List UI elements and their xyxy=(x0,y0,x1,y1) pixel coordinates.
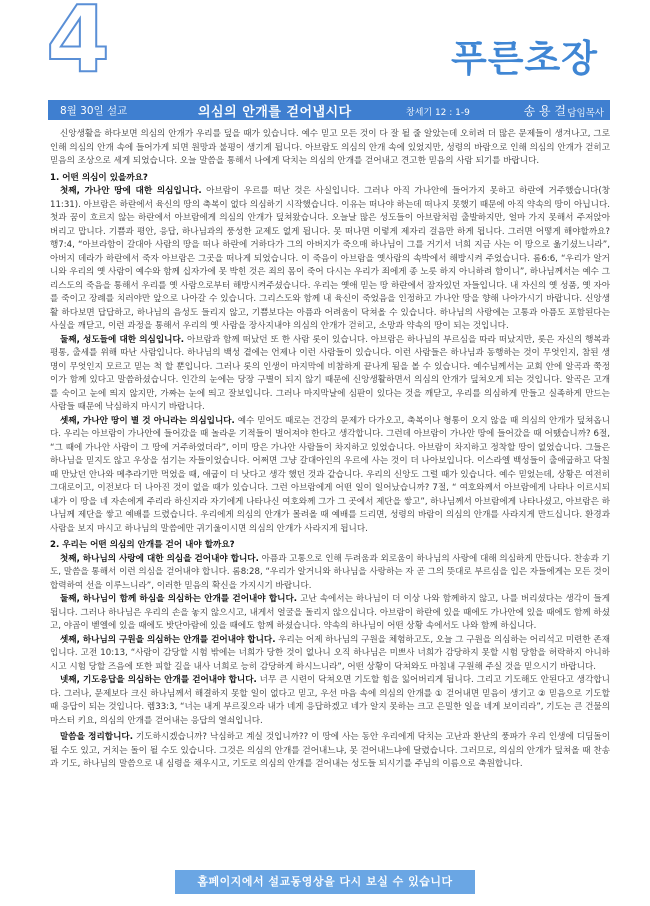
preacher-name: 송 용 걸 xyxy=(523,104,566,118)
closing-paragraph xyxy=(50,731,610,772)
sermon-date: 8월 30일 설교 xyxy=(60,105,128,117)
paragraph xyxy=(50,415,610,537)
paragraph-text: 너무 큰 시련이 닥쳐오면 기도할 힘을 잃어버리게 됩니다. 그리고 기도해도 안된다고 생각합니다. 그러나, 문제보다 크신 하나님께서 해결하지 못할 일이 없다고 믿고, 우선 마음 속에 의심의 안개를 ① 걷어내면 믿음이 생기고 ② 믿음으로 기도할 때 응답이 되는 것입니다. 렘33:3, “너는 내게 부르짖으라 내가 네게 응답하겠고 네가 알지 못하는 크고 은밀한 일을 네게 보이리라”, 기도는 큰 건물의 마스터 키요, 의심의 안개를 걷어내는 응답의 열쇠입니다. xyxy=(50,675,610,726)
sermon-body xyxy=(50,128,610,772)
section-heading-2: 2. 우리는 어떤 의심의 안개를 걷어 내야 할까요? xyxy=(50,540,235,550)
paragraph-lead: 둘째, 성도들에 대한 의심입니다. xyxy=(60,334,185,345)
paragraph-text: 우리는 어제 하나님의 구원을 체험하고도, 오늘 그 구원을 의심하는 어리석고 미련한 존재입니다. 고전 10:13, “사람이 감당할 시험 밖에는 너희가 당한 것이 없나니 오직 하나님은 미쁘사 너희가 감당하지 못할 시험 당함을 허락하지 아니하시고 시험 당할 즈음에 또한 피할 길을 내사 너희로 능히 감당하게 하시느니라”, 어떤 상황이 닥쳐와도 마침내 구원해 주실 것을 믿으시기 바랍니다. xyxy=(50,634,611,672)
paragraph-lead: 셋째, 하나님의 구원을 의심하는 안개를 걷어내야 합니다. xyxy=(60,634,276,645)
issue-number: 4 xyxy=(46,0,111,93)
paragraph xyxy=(50,334,610,415)
paragraph-text: 예수 믿어도 때로는 건강의 문제가 다가오고, 축복이나 형통이 오지 않을 때 의심의 안개가 덮쳐옵니다. 우리는 아브람이 가나안에 들어갔을 때 놀라운 기적들이 벌어져야 한다고 생각합니다. 그런데 아브람이 가나안 땅에 들어갔을 때 어땠습니까? 6절, “그 때에 가나안 사람이 그 땅에 거주하였더라”, 이미 땅은 가나안 사람들이 차지하고 있었습니다. 아브람이 차지하고 정착할 땅이 없었습니다. 그들은 하나님을 믿지도 않고 우상을 섬기는 자들이었습니다. 어쩌면 그냥 갈대아인의 우르에 사는 것이 더 나아보입니다. 이스라엘 백성들이 출애굽하고 닥칠 때 만났던 안나와 메추라기만 먹었을 때, 애굽이 더 낫다고 생각 했던 것과 같습니다. 우리의 신앙도 그럴 때가 있습니다. 예수 믿었는데, 상황은 여전히 그대로이고, 이전보다 더 나아진 것이 없을 때가 있습니다. 그런 아브람에게 어떤 일이 일어났습니까? 7절, “ 여호와께서 아브람에게 나타나 이르시되 내가 이 땅을 네 자손에게 주리라 하신지라 자기에게 나타나신 여호와께 그가 그 곳에서 제단을 쌓고”, 하나님께서 아브람에게 나타나셨고, 아브람은 하나님께 제단을 쌓고 예배를 드렸습니다. 우리에게 의심의 안개가 몰려올 때 예배를 드리면, 성령의 바람이 의심의 안개를 사라지게 만드십니다. 환경과 사람을 보지 마시고 하나님의 말씀에만 귀기울이시면 의심의 안개가 사라지게 됩니다. xyxy=(50,415,610,534)
paragraph-lead: 셋째, 가나안 땅이 별 것 아니라는 의심입니다. xyxy=(60,415,235,426)
paragraph-text: 기도하시겠습니까? 낙심하고 계실 것입니까?? 이 땅에 사는 동안 우리에게 닥치는 고난과 환난의 풍파가 우리 인생에 디딤돌이 될 수도 있고, 거치는 돌이 될 수도 있습니다. 그것은 의심의 안개를 걷어내느냐, 못 걷어내느냐에 달렸습니다. 그러므로, 의심의 안개가 덮쳐올 때 찬송과 기도, 하나님의 말씀으로 내 심령을 채우시고, 기도로 의심의 안개를 걷어내는 성도들 되시기를 주님의 이름으로 축원합니다. xyxy=(50,732,610,769)
video-notice-banner: 홈페이지에서 설교동영상을 다시 보실 수 있습니다 xyxy=(175,870,475,894)
sermon-title: 의심의 안개를 걷어냅시다 xyxy=(198,105,352,120)
paragraph-text: 아픔과 고통으로 인해 두려움과 외로움이 하나님의 사랑에 대해 의심하게 만듭니다. 찬송과 기도, 말씀을 통해서 이런 의심을 걷어내야 합니다. 롬8:28, “우리가 알거니와 하나님을 사랑하는 자 곧 그의 뜻대로 부르심을 입은 자들에게는 모든 것이 합력하여 선을 이루느니라”, 이러한 믿음의 확신을 가지시기 바랍니다. xyxy=(50,553,610,591)
section-heading-1: 1. 어떤 의심이 있을까요? xyxy=(50,172,148,183)
sermon-header-bar xyxy=(48,100,610,120)
paragraph-lead: 첫째, 가나안 땅에 대한 의심입니다. xyxy=(60,186,202,196)
preacher-role: 담임목사 xyxy=(567,108,604,119)
paragraph xyxy=(50,553,610,594)
paragraph xyxy=(50,593,610,634)
paragraph-text: 아브람이 우르를 떠난 것은 사실입니다. 그러나 아직 가나안에 들어가지 못하고 하란에 거주했습니다(창11:31). 아브람은 하란에서 육신의 땅의 축복이 없다 의심하기 시작했습니다. 이유는 떠나야 하는데 떠나지 못했기 때문에 아직 약속의 땅이 아닙니다. 첫과 꿈이 흐르지 않는 하란에서 아브람에게 의심의 안개가 덮쳐왔습니다. 오늘날 많은 성도들이 아브람처럼 출발하지만, 얼마 가지 못해서 주저앉아 버리고 맙니다. 기쁨과 평안, 응답, 하나님과의 풍성한 교제도 없게 됩니다. 못 떠나면 이렇게 제자리 걸음만 하게 됩니다. 그러면 어떻게 해야할까요? 행7:4, “아브라함이 갈대아 사람의 땅을 떠나 하란에 거하다가 그의 아버지가 죽으매 하나님이 그를 거기서 너희 지금 사는 이 땅으로 옮기셨느니라”, 아버지 데라가 하란에서 죽자 아브람은 그곳을 떠나게 되었습니다. 이 죽음이 아브람을 옛사람의 속박에서 해방시켜 주었습니다. 롬6:6, “우리가 알거니와 우리의 옛 사람이 예수와 함께 십자가에 못 박힌 것은 죄의 몸이 죽어 다시는 우리가 죄에게 종 노릇 하지 아니하려 함이니”, 하나님께서는 예수 그리스도의 죽음을 통해서 우리를 옛 사람으로부터 해방시켜주셨습니다. 우리는 옛애 믿는 땅 하란에서 잠자있던 자들입니다. 내 자신의 옛 성품, 옛 자아를 죽이고 장례를 치러야만 앞으로 나아갈 수 있습니다. 그리스도와 함께 내 육신이 죽었음을 인정하고 가나안 땅을 향해 나아가시기 바랍니다. 신앙생활 하다보면 답답하고, 하나님의 음성도 들리지 않고, 기쁨보다는 아픔과 어려움이 닥쳐올 수 있습니다. 하나님의 사랑에는 고통과 아픔도 포함된다는 사실을 깨닫고, 이런 과정을 통해서 우리의 옛 사람을 장사지내야 의심의 안개가 걷히고, 소망과 약속의 땅이 되는 것입니다. xyxy=(50,186,610,331)
paragraph-lead: 넷째, 기도응답을 의심하는 안개를 걷어내야 합니다. xyxy=(60,675,257,685)
paragraph-lead: 둘째, 하나님이 함께 하심을 의심하는 안개를 걷어내야 합니다. xyxy=(60,594,298,604)
paragraph-text: 고난 속에서는 하나님이 더 이상 나와 함께하지 않고, 나를 버리셨다는 생각이 들게 됩니다. 그러나 하나님은 우리의 손을 놓지 않으시고, 내게서 얼굴을 돌리지 않으십니다. 아브람이 하란에 있을 때에도 가나안에 있을 때에도 함께 하셨고, 야곱이 벧엘에 있을 때에도 밧단아람에 있을 때에도 함께 하셨습니다. 약속의 하나님이 어떤 상황 속에서도 나와 함께 하십니다. xyxy=(50,594,610,631)
paragraph xyxy=(50,634,610,675)
paragraph-lead: 말씀을 정리합니다. xyxy=(60,732,133,742)
scripture-reference: 창세기 12 : 1-9 xyxy=(406,108,470,118)
paragraph xyxy=(50,185,610,334)
paragraph xyxy=(50,674,610,728)
intro-paragraph: 신앙생활을 하다보면 의심의 안개가 우리를 덮을 때가 있습니다. 예수 믿고 모든 것이 다 잘 될 줄 알았는데 오히려 더 많은 문제들이 생겨나고, 그로 인해 의심의 안개 속에 들어가게 되면 원망과 불평이 생기게 됩니다. 아브람도 의심의 안개 속에 있었지만, 성령의 바람으로 인해 의심의 안개가 걷히고 믿음의 조상으로 세게 되었습니다. 오늘 말씀을 통해서 나에게 닥치는 의심의 안개를 걷어내고 견고한 믿음의 사람 되기를 바랍니다. xyxy=(50,129,610,166)
paragraph-lead: 첫째, 하나님의 사랑에 대한 의심을 걷어내야 합니다. xyxy=(60,553,259,564)
brand-title: 푸른초장 xyxy=(451,37,598,80)
paragraph-text: 아브람과 함께 떠났던 또 한 사람 롯이 있습니다. 아브람은 하나님의 부르심을 따라 떠났지만, 롯은 자신의 행복과 평통, 출세를 위해 따난 사람입니다. 하나님의 백성 곁에는 언제나 이런 사람들이 있습니다. 이런 사람들은 하나님과 동행하는 것이 무엇인지, 참된 생명이 무엇인지 모르고 믿는 척 할 뿐입니다. 그러나 롯의 인생이 마지막에 비참하게 끝나게 됨을 볼 수 있습니다. 예수님께서는 교회 안에 알곡과 쭉정이가 함께 있다고 말씀하셨습니다. 인간의 눈에는 당장 구별이 되지 않기 때문에 신앙생활하면서 의심의 안개가 덮쳐오게 되는 것입니다. 알곡은 고개를 숙이고 눈에 띄지 않지만, 가짜는 눈에 띄고 잘보입니다. 그러나 마지막날에 심판이 있다는 것을 깨닫고, 우리를 의심하게 만들고 실족하게 만드는 사람들 때문에 낙심하지 마시기 바랍니다. xyxy=(50,334,610,412)
